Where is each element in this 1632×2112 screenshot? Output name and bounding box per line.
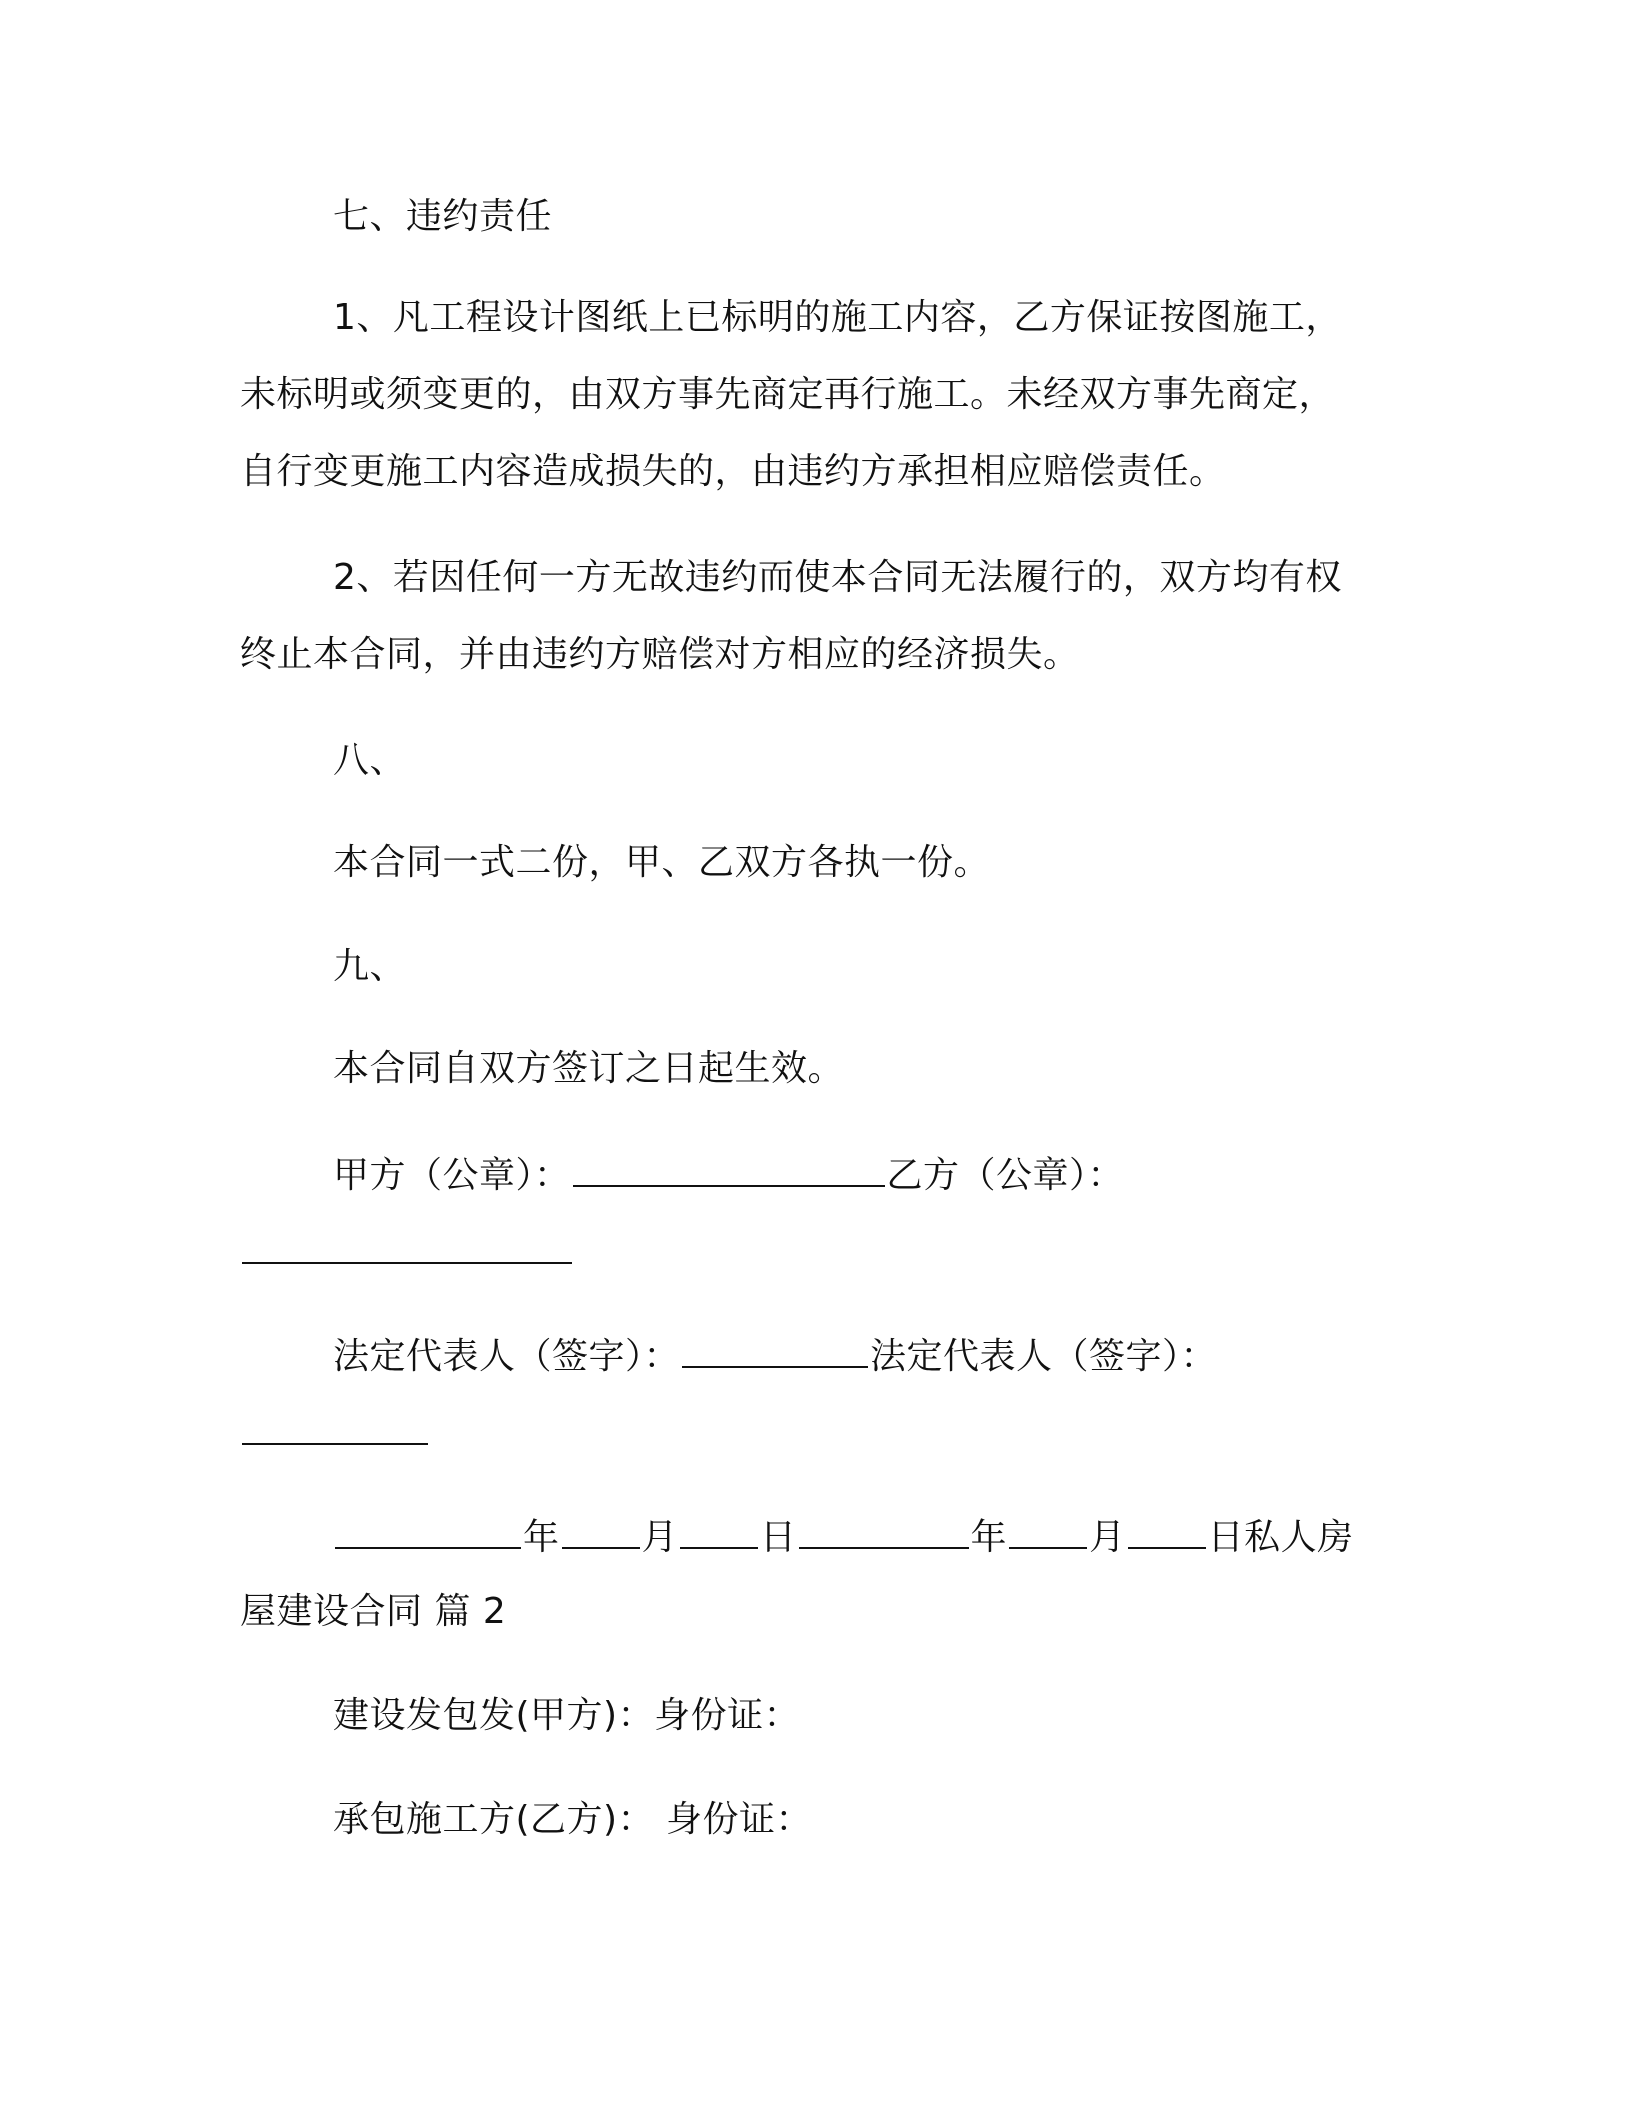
section-8-text: 本合同一式二份，甲、乙双方各执一份。	[333, 842, 991, 883]
date-line	[333, 1511, 1354, 1562]
rep-a-blank[interactable]	[682, 1330, 868, 1368]
section-7-item-1-line-2: 未标明或须变更的，由双方事先商定再行施工。未经双方事先商定，	[240, 374, 1336, 415]
date-b-day-label: 日	[1207, 1517, 1245, 1558]
section-7-item-1-line-3: 自行变更施工内容造成损失的，由违约方承担相应赔偿责任。	[240, 451, 1226, 492]
next-contract-title-cont: 屋建设合同 篇 2	[240, 1591, 507, 1632]
rep-b-blank[interactable]	[242, 1407, 428, 1445]
date-a-month-blank[interactable]	[562, 1511, 640, 1549]
date-a-day-label: 日	[760, 1517, 797, 1558]
date-b-year-blank[interactable]	[799, 1511, 969, 1549]
date-b-day-blank[interactable]	[1128, 1511, 1206, 1549]
representative-signature-line	[333, 1330, 1217, 1381]
contract-2-employer: 建设发包发(甲方)：身份证：	[333, 1695, 801, 1736]
next-contract-title-start: 私人房	[1244, 1517, 1354, 1558]
section-7-item-1-line-1: 1、凡工程设计图纸上已标明的施工内容，乙方保证按图施工，	[333, 297, 1342, 338]
party-a-seal-blank[interactable]	[573, 1149, 885, 1187]
section-7-heading: 七、违约责任	[333, 196, 553, 237]
date-a-month-label: 月	[641, 1517, 679, 1558]
date-a-year-blank[interactable]	[335, 1511, 521, 1549]
date-b-month-blank[interactable]	[1009, 1511, 1087, 1549]
party-b-seal-label: 乙方（公章）：	[886, 1155, 1125, 1196]
section-7-item-2-line-2: 终止本合同，并由违约方赔偿对方相应的经济损失。	[240, 634, 1080, 675]
party-b-seal-line	[240, 1226, 574, 1277]
section-9-heading: 九、	[333, 946, 407, 987]
contract-2-contractor: 承包施工方(乙方)： 身份证：	[333, 1799, 813, 1840]
date-a-year-label: 年	[523, 1517, 560, 1558]
party-a-seal-label: 甲方（公章）：	[333, 1155, 571, 1196]
rep-a-label: 法定代表人（签字）：	[333, 1336, 681, 1377]
section-7-item-2-line-1: 2、若因任何一方无故违约而使本合同无法履行的，双方均有权	[333, 557, 1342, 598]
section-8-heading: 八、	[333, 740, 407, 781]
date-b-month-label: 月	[1089, 1517, 1126, 1558]
rep-b-line	[240, 1407, 430, 1458]
date-b-year-label: 年	[970, 1517, 1008, 1558]
rep-b-label: 法定代表人（签字）：	[870, 1336, 1218, 1377]
party-b-seal-blank[interactable]	[242, 1226, 572, 1264]
section-9-text: 本合同自双方签订之日起生效。	[333, 1048, 845, 1089]
date-a-day-blank[interactable]	[680, 1511, 758, 1549]
seal-signature-line	[333, 1149, 1124, 1200]
